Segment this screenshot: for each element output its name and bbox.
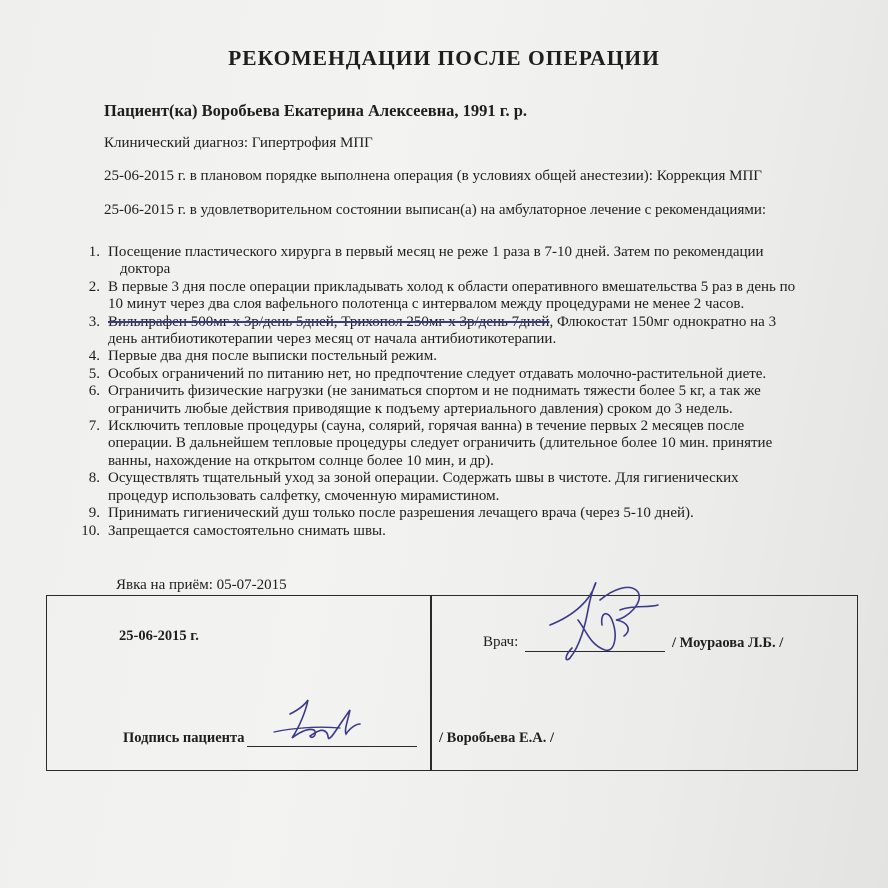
doctor-name: / Моураова Л.Б. / bbox=[672, 635, 784, 651]
item-text-line: Особых ограничений по питанию нет, но предпочтение следует отдавать молочно-растительной диете. bbox=[108, 365, 767, 382]
item-number: 6. bbox=[88, 383, 100, 400]
doctor-signature-line bbox=[525, 651, 665, 652]
table-divider bbox=[430, 596, 432, 770]
patient-signature-label: Подпись пациента bbox=[123, 730, 245, 746]
item-text-line: ограничить любые действия приводящие к подъему артериального давления) сроком до 3 недель. bbox=[108, 400, 733, 417]
item-number: 10. bbox=[81, 522, 100, 539]
item-text-line: Первые два дня после выписки постельный режим. bbox=[108, 348, 437, 365]
item-text-line: Принимать гигиенический душ только после разрешения лечащего врача (через 5-10 дней). bbox=[108, 505, 694, 522]
item-text-line: операции. В дальнейшем тепловые процедуры следует ограничить (длительное более 10 мин. принятие bbox=[108, 435, 773, 452]
item-text: , Флюкостат 150мг однократно на 3 bbox=[549, 313, 777, 330]
item-number: 2. bbox=[88, 278, 100, 295]
patient-line: Пациент(ка) Воробьева Екатерина Алексеевна, 1991 г. р. bbox=[104, 101, 527, 120]
item-text-line: 10 минут через два слоя вафельного полотенца с интервалом между процедурами не менее 2 часов. bbox=[108, 296, 745, 313]
item-number: 3. bbox=[88, 313, 100, 330]
item-text-line: Запрещается самостоятельно снимать швы. bbox=[108, 522, 386, 539]
patient-signature-line bbox=[247, 746, 417, 747]
list-item bbox=[76, 505, 866, 522]
item-number: 1. bbox=[88, 244, 100, 260]
item-text-line: Исключить тепловые процедуры (сауна, солярий, горячая ванна) в течение первых 2 месяцев после bbox=[108, 418, 745, 435]
footer-date: 25-06-2015 г. bbox=[119, 628, 199, 644]
item-number: 4. bbox=[88, 348, 100, 365]
struck-text: Вильпрафен 500мг х 3р/день 5дней, Трихопол 250мг х 3р/день 7дней bbox=[108, 313, 550, 330]
item-text-line: процедур использовать салфетку, смоченную мирамистином. bbox=[108, 487, 500, 504]
item-number: 8. bbox=[88, 470, 100, 487]
item-number: 5. bbox=[88, 365, 100, 382]
doctor-label: Врач: bbox=[483, 634, 519, 650]
item-text-line bbox=[108, 314, 866, 331]
item-number: 9. bbox=[88, 505, 100, 522]
list-item bbox=[76, 366, 866, 383]
patient-name: / Воробьева Е.А. / bbox=[439, 730, 554, 746]
operation-line: 25-06-2015 г. в плановом порядке выполнена операция (в условиях общей анестезии): Коррекция МПГ bbox=[104, 168, 762, 184]
item-text-line: В первые 3 дня после операции прикладывать холод к области оперативного вмешательства 5 раз в день по bbox=[108, 278, 796, 295]
recommendations-list bbox=[76, 244, 866, 540]
item-text-line: Посещение пластического хирурга в первый месяц не реже 1 раза в 7-10 дней. Затем по рекомендации bbox=[108, 244, 764, 260]
diagnosis-line: Клинический диагноз: Гипертрофия МПГ bbox=[104, 135, 373, 151]
list-item bbox=[76, 244, 866, 279]
list-item bbox=[76, 383, 866, 418]
list-item bbox=[76, 348, 866, 365]
item-number: 7. bbox=[88, 418, 100, 435]
appointment-line: Явка на приём: 05-07-2015 bbox=[116, 577, 287, 593]
list-item bbox=[76, 418, 866, 470]
item-text-line: Ограничить физические нагрузки (не заниматься спортом и не поднимать тяжести более 5 кг, а так же bbox=[108, 383, 761, 400]
signature-table bbox=[46, 595, 858, 771]
list-item bbox=[76, 279, 866, 314]
item-text-line: ванны, нахождение на открытом солнце более 10 мин, и др). bbox=[108, 452, 494, 469]
item-text-line: доктора bbox=[120, 261, 171, 278]
list-item bbox=[76, 523, 866, 540]
list-item bbox=[76, 470, 866, 505]
discharge-line: 25-06-2015 г. в удовлетворительном состоянии выписан(а) на амбулаторное лечение с рекомендациями: bbox=[104, 202, 767, 218]
list-item bbox=[76, 314, 866, 349]
document-title: РЕКОМЕНДАЦИИ ПОСЛЕ ОПЕРАЦИИ bbox=[228, 46, 660, 70]
item-text-line: день антибиотикотерапии через месяц от начала антибиотикотерапии. bbox=[108, 331, 557, 348]
item-text-line: Осуществлять тщательный уход за зоной операции. Содержать швы в чистоте. Для гигиенических bbox=[108, 470, 739, 487]
